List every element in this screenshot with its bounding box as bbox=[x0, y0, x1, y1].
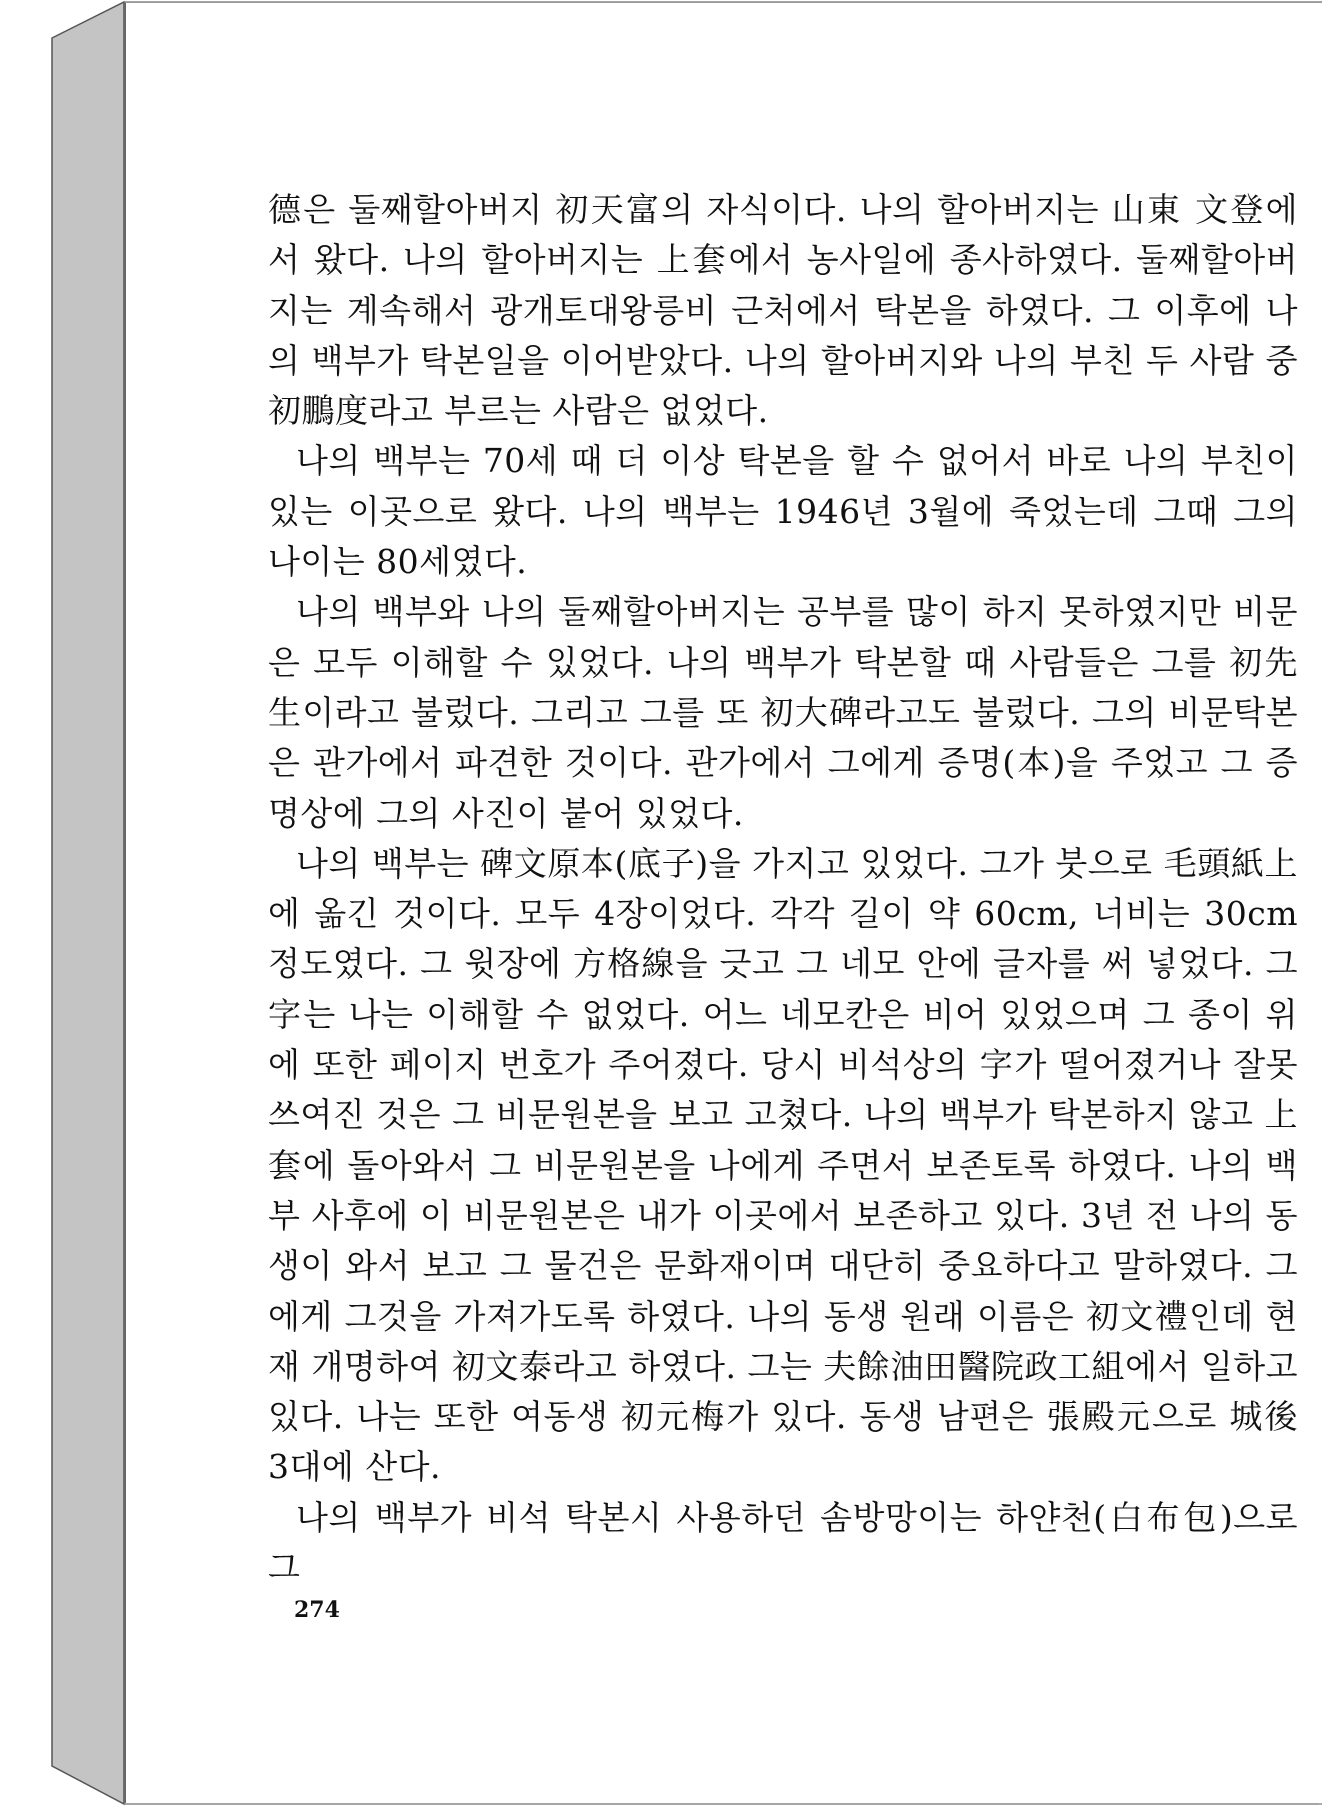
page-number: 274 bbox=[294, 1597, 340, 1623]
paragraph-1: 德은 둘째할아버지 初天富의 자식이다. 나의 할아버지는 山東 文登에서 왔다. 나의 할아버지는 上套에서 농사일에 종사하였다. 둘째할아버지는 계속해서 광개토대왕릉비 근처에서 탁본을 하였다. 그 이후에 나의 백부가 탁본일을 이어받았다. 나의 할아버지와 나의 부친 두 사람 중 初鵬度라고 부르는 사람은 없었다. bbox=[268, 190, 1298, 431]
paragraph-4: 나의 백부는 碑文原本(底子)을 가지고 있었다. 그가 붓으로 毛頭紙上에 옮긴 것이다. 모두 4장이었다. 각각 길이 약 60cm, 너비는 30cm 정도였다. 그 윗장에 方格線을 긋고 그 네모 안에 글자를 써 넣었다. 그 字는 나는 이해할 수 없었다. 어느 네모칸은 비어 있었으며 그 종이 위에 또한 페이지 번호가 주어졌다. 당시 비석상의 字가 떨어졌거나 잘못 쓰여진 것은 그 비문원본을 보고 고쳤다. 나의 백부가 탁본하지 않고 上套에 돌아와서 그 비문원본을 나에게 주면서 보존토록 하였다. 나의 백부 사후에 이 비문원본은 내가 이곳에서 보존하고 있다. 3년 전 나의 동생이 와서 보고 그 물건은 문화재이며 대단히 중요하다고 말하였다. 그에게 그것을 가져가도록 하였다. 나의 동생 원래 이름은 初文禮인데 현재 개명하여 初文泰라고 하였다. 그는 夫餘油田醫院政工組에서 일하고 있다. 나는 또한 여동생 初元梅가 있다. 동생 남편은 張殿元으로 城後 3대에 산다. bbox=[268, 843, 1298, 1487]
paragraph-5: 나의 백부가 비석 탁본시 사용하던 솜방망이는 하얀천(白布包)으로 그 bbox=[268, 1497, 1298, 1588]
book-page bbox=[124, 2, 1322, 1803]
body-text bbox=[268, 185, 1298, 1593]
paragraph-3: 나의 백부와 나의 둘째할아버지는 공부를 많이 하지 못하였지만 비문은 모두 이해할 수 있었다. 나의 백부가 탁본할 때 사람들은 그를 初先生이라고 불렀다. 그리고 그를 또 初大碑라고도 불렀다. 그의 비문탁본은 관가에서 파견한 것이다. 관가에서 그에게 증명(本)을 주었고 그 증명상에 그의 사진이 붙어 있었다. bbox=[268, 592, 1298, 833]
paragraph-2: 나의 백부는 70세 때 더 이상 탁본을 할 수 없어서 바로 나의 부친이 있는 이곳으로 왔다. 나의 백부는 1946년 3월에 죽었는데 그때 그의 나이는 80세였다. bbox=[268, 441, 1298, 582]
